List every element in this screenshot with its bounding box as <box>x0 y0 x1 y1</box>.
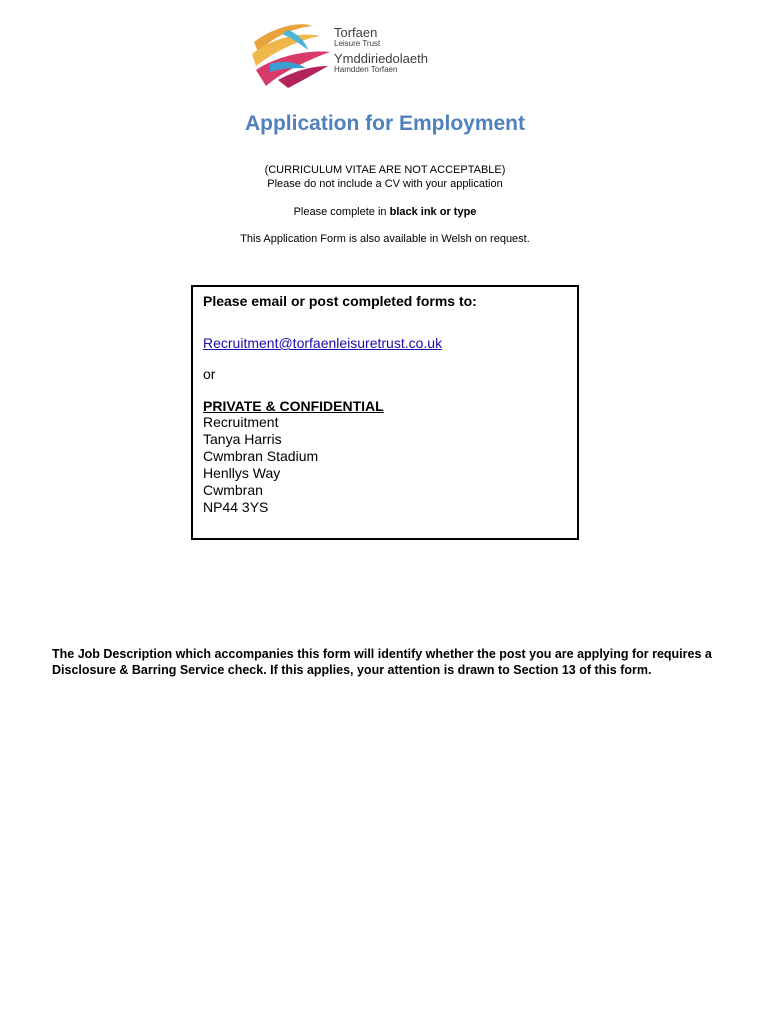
logo-swirl-icon <box>248 20 332 90</box>
torfaen-logo <box>248 20 448 90</box>
page-title: Application for Employment <box>244 112 525 135</box>
ink-instruction-prefix: Please complete in <box>293 206 390 218</box>
no-cv-instruction: Please do not include a CV with your application <box>267 178 503 190</box>
logo-text <box>334 26 428 74</box>
private-confidential-heading: PRIVATE & CONFIDENTIAL <box>203 398 384 414</box>
welsh-availability: This Application Form is also available in Welsh on request. <box>240 233 530 245</box>
address-line: Recruitment <box>203 414 279 430</box>
or-text: or <box>203 366 216 382</box>
address-block <box>203 414 567 516</box>
ink-instruction <box>0 206 770 218</box>
logo-line-3: Ymddiriedolaeth <box>334 51 428 66</box>
cv-not-acceptable: (CURRICULUM VITAE ARE NOT ACCEPTABLE) <box>264 164 506 176</box>
contact-heading: Please email or post completed forms to: <box>203 293 477 309</box>
ink-instruction-bold: black ink or type <box>389 206 477 218</box>
address-line: Cwmbran Stadium <box>203 448 319 464</box>
address-line: Cwmbran <box>203 482 263 498</box>
logo-line-2: Leisure Trust <box>334 39 381 48</box>
logo-line-1: Torfaen <box>334 25 378 40</box>
logo-line-4: Hamdden Torfaen <box>334 65 398 74</box>
address-line: Tanya Harris <box>203 431 282 447</box>
address-line: NP44 3YS <box>203 499 269 515</box>
address-line: Henllys Way <box>203 465 281 481</box>
contact-box <box>191 285 579 540</box>
dbs-check-note: The Job Description which accompanies this form will identify whether the post you are applying for requires a Disclosure & Barring Service check. If this applies, your attention is drawn to Section 13 of this form. <box>52 647 712 677</box>
recruitment-email-link[interactable]: Recruitment@torfaenleisuretrust.co.uk <box>203 335 443 351</box>
